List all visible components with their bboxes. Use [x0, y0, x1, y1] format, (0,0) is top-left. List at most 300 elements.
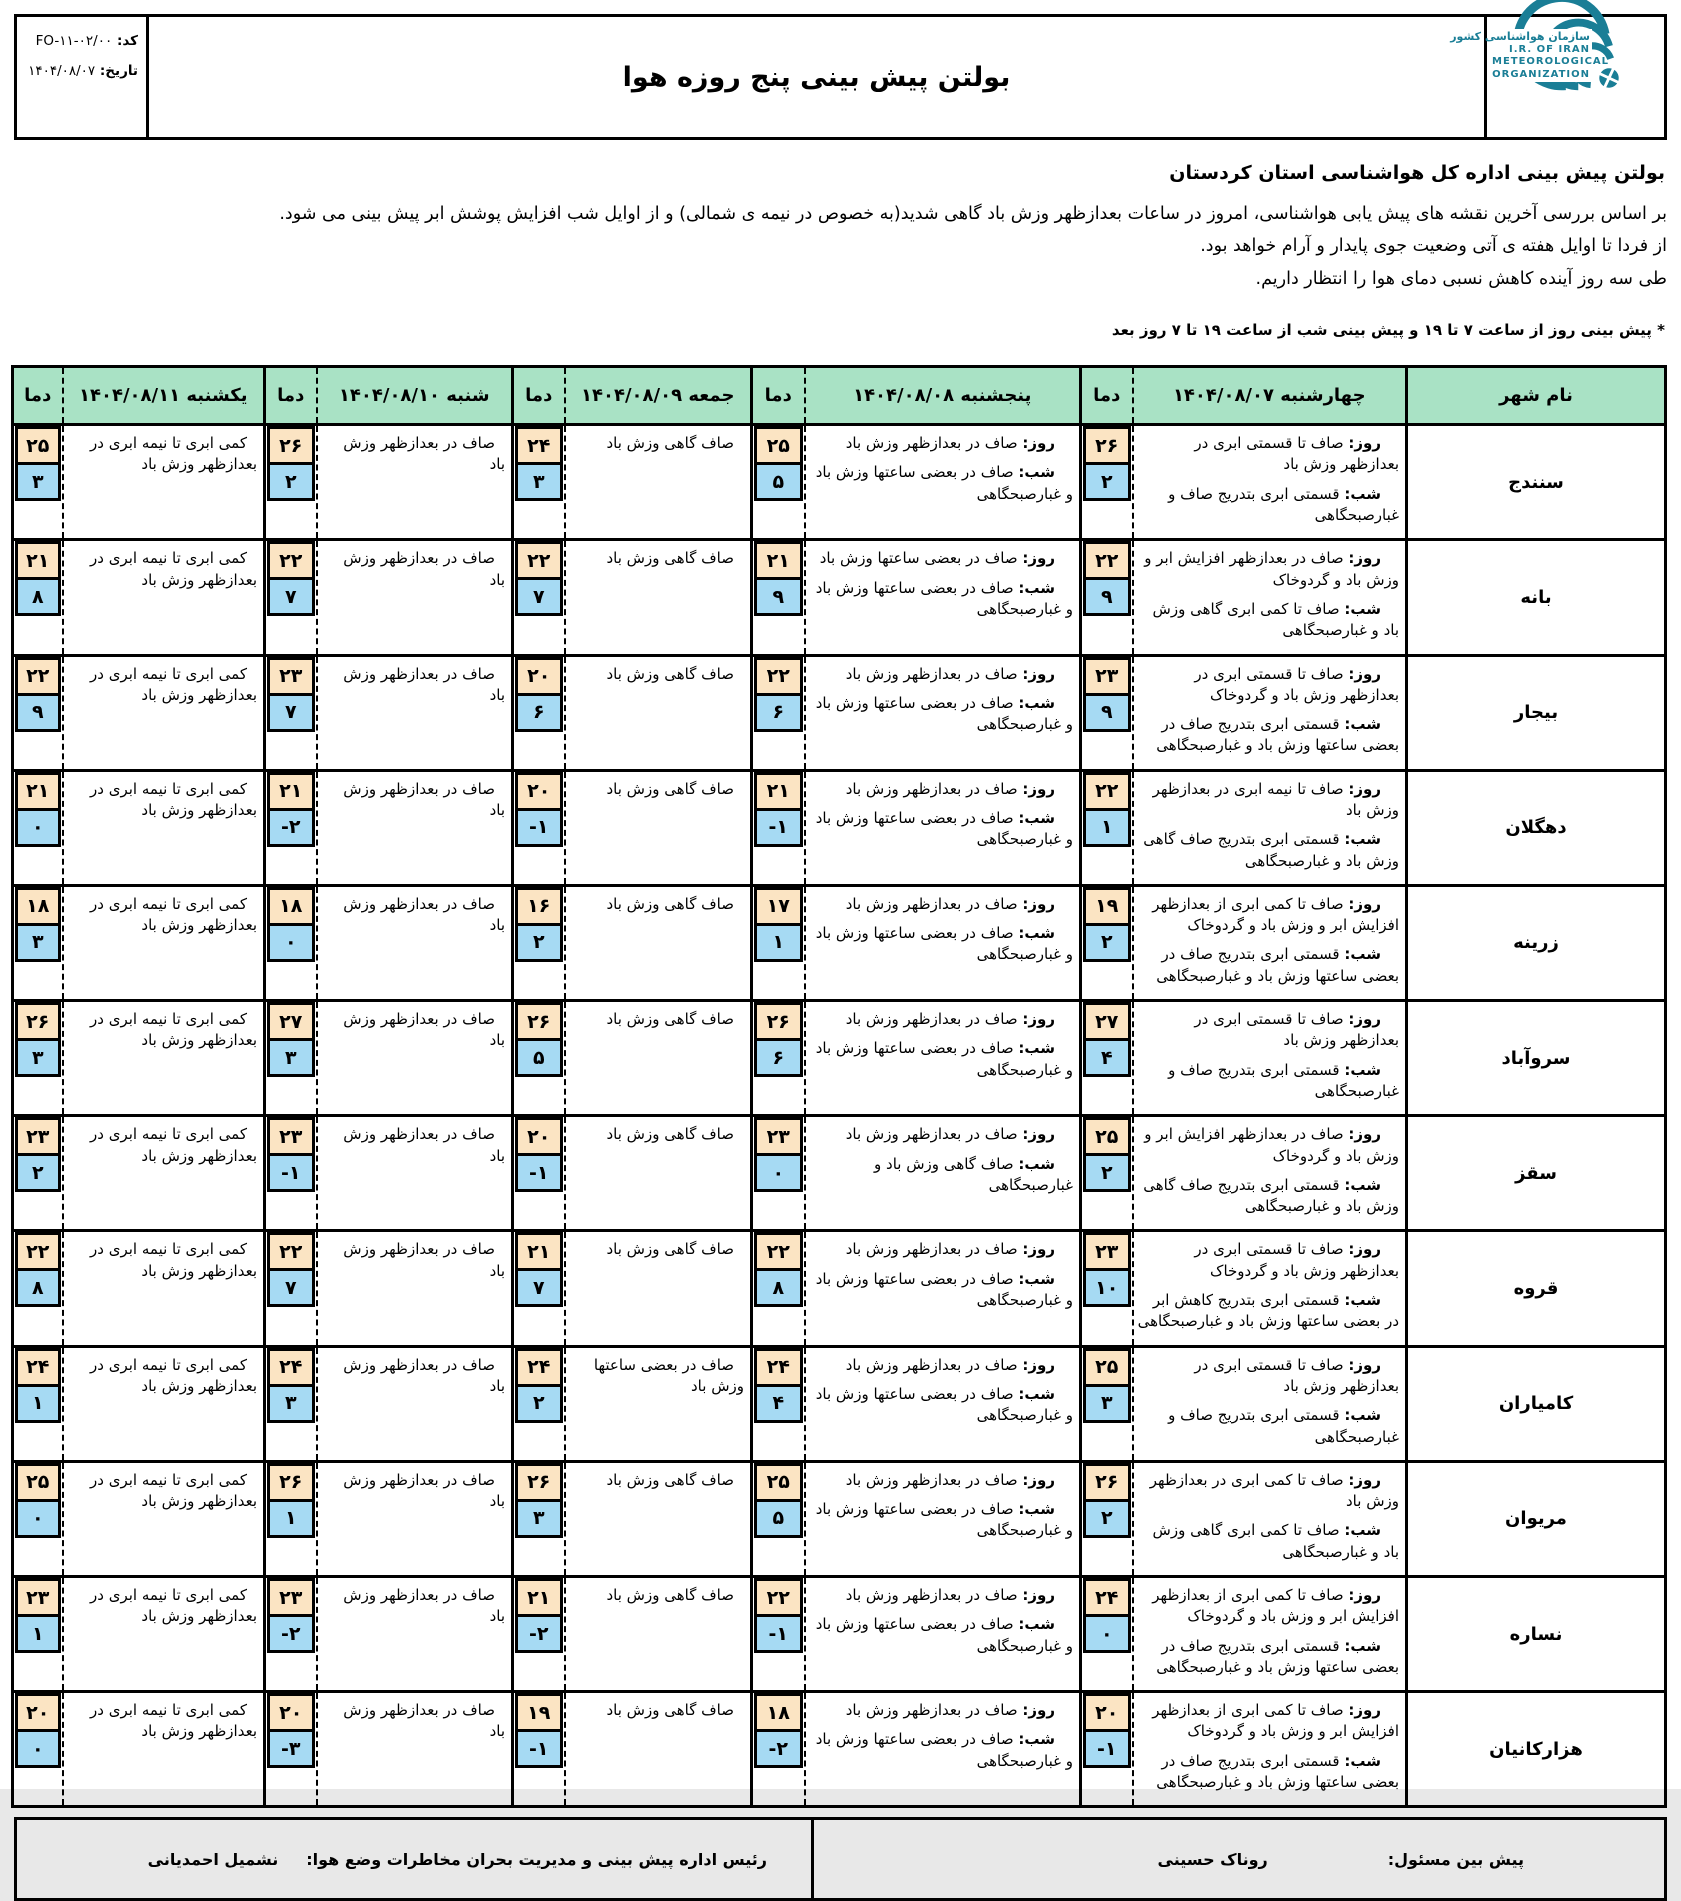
- forecast-text: کمی ابری تا نیمه ابری در بعدازظهر وزش باد: [90, 779, 257, 819]
- min-temp: ۵: [754, 1499, 803, 1538]
- night-label: شب:: [1344, 715, 1381, 734]
- max-temp: ۲۲: [1083, 541, 1131, 580]
- friday-temp-cell: [513, 1116, 565, 1231]
- wednesday-forecast-cell: [1133, 540, 1407, 655]
- sunday-forecast-cell: [63, 1692, 265, 1807]
- code-date-cell: [17, 17, 146, 137]
- night-forecast-value: صاف در بعضی ساعتها وزش باد و غبارصبحگاهی: [815, 1730, 1073, 1770]
- day-forecast-text: [810, 1585, 1074, 1606]
- max-temp: ۲۶: [267, 1463, 315, 1502]
- night-forecast-text: [810, 578, 1074, 621]
- max-temp: ۲۰: [1083, 1693, 1131, 1732]
- day-forecast-value: صاف تا قسمتی ابری در بعدازظهر وزش باد: [1194, 1010, 1399, 1050]
- forecast-text: کمی ابری تا نیمه ابری در بعدازظهر وزش باد: [90, 1470, 257, 1511]
- min-temp: ۲: [1083, 462, 1131, 501]
- min-temp: ۳: [267, 1038, 315, 1077]
- night-forecast-value: صاف در بعضی ساعتها وزش باد و غبارصبحگاهی: [815, 578, 1073, 618]
- friday-forecast-cell: [565, 1231, 752, 1346]
- saturday-forecast-cell: [317, 425, 513, 540]
- wednesday-forecast-cell: [1133, 1231, 1407, 1346]
- day-forecast-text: [1138, 1239, 1400, 1282]
- day-label: روز:: [1022, 1586, 1055, 1604]
- max-temp: ۲۴: [754, 1348, 803, 1387]
- max-temp: ۲۱: [515, 1232, 563, 1271]
- friday-temp-cell: [513, 1231, 565, 1346]
- day-label: روز:: [1348, 1240, 1381, 1259]
- day-forecast-text: [1138, 1700, 1400, 1743]
- day-label: روز:: [1348, 1355, 1381, 1374]
- table-row: [13, 885, 1666, 1000]
- max-temp: ۱۷: [754, 887, 803, 926]
- day-forecast-text: [1138, 1470, 1400, 1513]
- day-forecast-value: صاف در بعدازظهر وزش باد: [845, 1470, 1018, 1489]
- thursday-temp-cell: [752, 425, 805, 540]
- friday-forecast-cell: [565, 885, 752, 1000]
- forecast-text: صاف در بعدازظهر وزش باد: [343, 1355, 505, 1395]
- night-forecast-text: [810, 1729, 1074, 1772]
- forecast-text: کمی ابری تا نیمه ابری در بعدازظهر وزش باد: [90, 434, 257, 474]
- intro-heading: بولتن پیش بینی اداره کل هواشناسی استان کردستان: [1169, 162, 1665, 184]
- column-header-friday: جمعه ۱۴۰۴/۰۸/۰۹: [565, 367, 752, 425]
- min-temp: ۳: [15, 923, 61, 962]
- max-temp: ۲۲: [267, 1232, 315, 1271]
- column-header-temp-wednesday: دما: [1081, 367, 1133, 425]
- day-forecast-text: [810, 894, 1074, 915]
- night-forecast-text: [1138, 1060, 1400, 1103]
- min-temp: -۲: [754, 1729, 803, 1768]
- day-label: روز:: [1348, 1010, 1381, 1029]
- max-temp: ۲۴: [267, 1348, 315, 1387]
- friday-temp-cell: [513, 1346, 565, 1461]
- min-temp: ۴: [1083, 1038, 1131, 1077]
- thursday-forecast-cell: [805, 1692, 1081, 1807]
- min-temp: ۷: [515, 577, 563, 616]
- night-label: شب:: [1018, 808, 1055, 827]
- max-temp: ۲۳: [267, 1117, 315, 1156]
- friday-temp-cell: [513, 1461, 565, 1576]
- forecast-text: صاف گاهی وزش باد: [606, 549, 734, 568]
- document-header: [14, 14, 1667, 140]
- day-label: روز:: [1022, 1125, 1055, 1144]
- night-forecast-value: صاف تا کمی ابری گاهی وزش باد و غبارصبحگاهی: [1152, 1521, 1399, 1561]
- min-temp: ۳: [1083, 1384, 1131, 1423]
- day-label: روز:: [1022, 1010, 1055, 1029]
- day-label: روز:: [1022, 434, 1055, 453]
- night-forecast-text: [1138, 1405, 1400, 1448]
- night-forecast-value: قسمتی ابری بتدریج صاف و غبارصبحگاهی: [1168, 1060, 1399, 1100]
- table-row: [13, 425, 1666, 540]
- sunday-temp-cell: [13, 1346, 63, 1461]
- thursday-temp-cell: [752, 655, 805, 770]
- wednesday-temp-cell: [1081, 425, 1133, 540]
- saturday-forecast-cell: [317, 1577, 513, 1692]
- friday-forecast-cell: [565, 770, 752, 885]
- day-forecast-text: [1138, 664, 1400, 707]
- min-temp: ۰: [15, 1729, 61, 1768]
- day-label: روز:: [1022, 549, 1055, 568]
- min-temp: ۳: [267, 1384, 315, 1423]
- max-temp: ۲۰: [515, 657, 563, 696]
- max-temp: ۱۸: [267, 887, 315, 926]
- day-forecast-value: صاف تا قسمتی ابری در بعدازظهر وزش باد و گردوخاک: [1194, 1240, 1399, 1280]
- city-name: کامیاران: [1407, 1346, 1666, 1461]
- sunday-temp-cell: [13, 655, 63, 770]
- night-label: شب:: [1018, 924, 1055, 943]
- min-temp: -۳: [267, 1729, 315, 1768]
- max-temp: ۲۱: [267, 772, 315, 811]
- max-temp: ۱۸: [754, 1693, 803, 1732]
- night-forecast-value: قسمتی ابری بتدریج صاف در بعضی ساعتها وزش باد و غبارصبحگاهی: [1156, 1636, 1399, 1676]
- friday-forecast-cell: [565, 1116, 752, 1231]
- min-temp: -۱: [267, 1153, 315, 1192]
- max-temp: ۲۵: [754, 1463, 803, 1502]
- night-forecast-value: قسمتی ابری بتدریج صاف و غبارصبحگاهی: [1168, 484, 1399, 525]
- day-forecast-text: [1138, 548, 1400, 591]
- thursday-forecast-cell: [805, 655, 1081, 770]
- day-label: روز:: [1022, 1240, 1055, 1259]
- saturday-temp-cell: [265, 1577, 317, 1692]
- day-label: روز:: [1348, 1586, 1381, 1604]
- forecast-text: کمی ابری تا نیمه ابری در بعدازظهر وزش باد: [90, 1240, 257, 1280]
- saturday-temp-cell: [265, 655, 317, 770]
- thursday-temp-cell: [752, 540, 805, 655]
- friday-temp-cell: [513, 1577, 565, 1692]
- forecast-text: صاف گاهی وزش باد: [606, 1701, 734, 1720]
- friday-forecast-cell: [565, 1461, 752, 1576]
- day-forecast-value: صاف در بعدازظهر وزش باد: [845, 1240, 1018, 1259]
- wednesday-temp-cell: [1081, 1231, 1133, 1346]
- table-row: [13, 1116, 1666, 1231]
- day-forecast-text: [810, 664, 1074, 685]
- max-temp: ۲۶: [515, 1463, 563, 1502]
- wednesday-temp-cell: [1081, 1001, 1133, 1116]
- day-forecast-value: صاف تا کمی ابری از بعدازظهر افزایش ابر و وزش باد و گردوخاک: [1152, 894, 1399, 935]
- day-forecast-text: [1138, 1355, 1400, 1398]
- min-temp: ۷: [267, 693, 315, 732]
- day-forecast-text: [1138, 1009, 1400, 1052]
- min-temp: -۱: [754, 1614, 803, 1653]
- intro-line-3: طی سه روز آینده کاهش نسبی دمای هوا را انتظار داریم.: [1255, 268, 1667, 289]
- day-forecast-value: صاف در بعدازظهر وزش باد: [845, 1010, 1018, 1029]
- day-forecast-text: [810, 548, 1074, 569]
- min-temp: ۲: [1083, 923, 1131, 962]
- forecast-table-body: [13, 425, 1666, 1807]
- city-name: سروآباد: [1407, 1001, 1666, 1116]
- thursday-temp-cell: [752, 1577, 805, 1692]
- sunday-forecast-cell: [63, 1577, 265, 1692]
- min-temp: ۷: [267, 577, 315, 616]
- min-temp: ۵: [515, 1038, 563, 1077]
- min-temp: ۰: [1083, 1614, 1131, 1653]
- night-label: شب:: [1344, 1751, 1381, 1770]
- max-temp: ۲۵: [754, 426, 803, 465]
- saturday-temp-cell: [265, 1346, 317, 1461]
- column-header-wednesday: چهارشنبه ۱۴۰۴/۰۸/۰۷: [1133, 367, 1407, 425]
- org-name-en-line1: I.R. OF IRAN: [1508, 43, 1590, 55]
- day-forecast-text: [1138, 894, 1400, 937]
- sunday-temp-cell: [13, 1231, 63, 1346]
- night-forecast-value: قسمتی ابری بتدریج صاف در بعضی ساعتها وزش باد و غبارصبحگاهی: [1156, 715, 1399, 755]
- day-forecast-value: صاف تا کمی ابری از بعدازظهر افزایش ابر و وزش باد و گردوخاک: [1152, 1701, 1399, 1741]
- wednesday-forecast-cell: [1133, 885, 1407, 1000]
- max-temp: ۲۴: [15, 1348, 61, 1387]
- sunday-temp-cell: [13, 1116, 63, 1231]
- max-temp: ۲۵: [15, 1463, 61, 1502]
- night-forecast-text: [1138, 829, 1400, 872]
- night-forecast-value: قسمتی ابری بتدریج صاف گاهی وزش باد و غبارصبحگاهی: [1143, 830, 1399, 870]
- day-forecast-value: صاف در بعدازظهر افزایش ابر و وزش باد و گردوخاک: [1144, 549, 1399, 589]
- wednesday-forecast-cell: [1133, 770, 1407, 885]
- wednesday-temp-cell: [1081, 1116, 1133, 1231]
- table-header-row: [13, 367, 1666, 425]
- org-name-en-line3: ORGANIZATION: [1492, 68, 1590, 80]
- min-temp: ۱: [754, 923, 803, 962]
- thursday-forecast-cell: [805, 425, 1081, 540]
- max-temp: ۲۴: [1083, 1578, 1131, 1617]
- forecast-text: صاف گاهی وزش باد: [606, 434, 734, 453]
- night-label: شب:: [1344, 1291, 1381, 1310]
- saturday-temp-cell: [265, 1692, 317, 1807]
- max-temp: ۲۱: [515, 1578, 563, 1617]
- forecast-text: صاف گاهی وزش باد: [606, 1125, 734, 1144]
- night-forecast-text: [1138, 714, 1400, 757]
- saturday-temp-cell: [265, 1116, 317, 1231]
- table-row: [13, 1461, 1666, 1576]
- night-forecast-value: صاف در بعضی ساعتها وزش باد و غبارصبحگاهی: [815, 924, 1073, 964]
- city-name: بیجار: [1407, 655, 1666, 770]
- day-label: روز:: [1022, 1701, 1055, 1720]
- day-label: روز:: [1348, 1470, 1381, 1489]
- column-header-thursday: پنجشنبه ۱۴۰۴/۰۸/۰۸: [805, 367, 1081, 425]
- city-name: هزارکانیان: [1407, 1692, 1666, 1807]
- intro-section: [14, 162, 1667, 295]
- min-temp: ۸: [15, 1268, 61, 1307]
- night-forecast-text: [1138, 1520, 1400, 1563]
- sunday-temp-cell: [13, 1461, 63, 1576]
- day-label: روز:: [1348, 549, 1381, 568]
- saturday-forecast-cell: [317, 1001, 513, 1116]
- night-forecast-text: [1138, 1175, 1400, 1218]
- saturday-temp-cell: [265, 540, 317, 655]
- column-header-temp-friday: دما: [513, 367, 565, 425]
- night-forecast-value: صاف در بعضی ساعتها وزش باد و غبارصبحگاهی: [815, 1384, 1073, 1425]
- min-temp: ۲: [515, 923, 563, 962]
- saturday-forecast-cell: [317, 540, 513, 655]
- min-temp: ۲: [15, 1153, 61, 1192]
- sunday-forecast-cell: [63, 1231, 265, 1346]
- max-temp: ۲۷: [1083, 1002, 1131, 1041]
- table-row: [13, 1346, 1666, 1461]
- max-temp: ۲۵: [1083, 1348, 1131, 1387]
- saturday-forecast-cell: [317, 1692, 513, 1807]
- saturday-temp-cell: [265, 885, 317, 1000]
- night-forecast-text: [810, 693, 1074, 736]
- min-temp: ۱: [1083, 808, 1131, 847]
- min-temp: ۲: [267, 462, 315, 501]
- thursday-forecast-cell: [805, 1346, 1081, 1461]
- city-name: زرینه: [1407, 885, 1666, 1000]
- night-label: شب:: [1018, 1500, 1055, 1519]
- night-forecast-text: [810, 1154, 1074, 1197]
- column-header-temp-saturday: دما: [265, 367, 317, 425]
- min-temp: ۷: [515, 1268, 563, 1307]
- night-label: شب:: [1344, 1406, 1381, 1425]
- max-temp: ۱۹: [515, 1693, 563, 1732]
- saturday-forecast-cell: [317, 770, 513, 885]
- sunday-forecast-cell: [63, 425, 265, 540]
- thursday-temp-cell: [752, 1692, 805, 1807]
- max-temp: ۲۰: [15, 1693, 61, 1732]
- wednesday-forecast-cell: [1133, 1116, 1407, 1231]
- night-forecast-value: صاف در بعضی ساعتها وزش باد و غبارصبحگاهی: [815, 808, 1073, 849]
- max-temp: ۲۳: [267, 657, 315, 696]
- table-row: [13, 1577, 1666, 1692]
- thursday-forecast-cell: [805, 1231, 1081, 1346]
- max-temp: ۲۶: [754, 1002, 803, 1041]
- night-forecast-value: قسمتی ابری بتدریج صاف گاهی وزش باد و غبارصبحگاهی: [1143, 1175, 1399, 1216]
- night-forecast-value: قسمتی ابری بتدریج صاف و غبارصبحگاهی: [1168, 1406, 1399, 1446]
- sunday-temp-cell: [13, 540, 63, 655]
- table-row: [13, 655, 1666, 770]
- night-label: شب:: [1018, 693, 1055, 712]
- saturday-forecast-cell: [317, 1231, 513, 1346]
- logo-text: [1450, 29, 1610, 82]
- forecaster-cell: [811, 1820, 1664, 1898]
- day-forecast-value: صاف تا کمی ابری از بعدازظهر افزایش ابر و وزش باد و گردوخاک: [1152, 1586, 1399, 1626]
- wednesday-forecast-cell: [1133, 1577, 1407, 1692]
- min-temp: -۱: [515, 1729, 563, 1768]
- night-forecast-text: [810, 923, 1074, 966]
- max-temp: ۲۶: [15, 1002, 61, 1041]
- thursday-temp-cell: [752, 885, 805, 1000]
- min-temp: ۶: [754, 693, 803, 732]
- forecast-text: کمی ابری تا نیمه ابری در بعدازظهر وزش باد: [90, 664, 257, 704]
- day-forecast-text: [810, 779, 1074, 800]
- min-temp: -۱: [515, 808, 563, 847]
- night-label: شب:: [1344, 830, 1381, 849]
- sunday-temp-cell: [13, 425, 63, 540]
- min-temp: -۱: [515, 1153, 563, 1192]
- intro-line-2: از فردا تا اوایل هفته ی آتی وضعیت جوی پایدار و آرام خواهد بود.: [1200, 236, 1667, 257]
- bulletin-title: بولتن پیش بینی پنج روزه هوا: [622, 61, 1011, 93]
- day-label: روز:: [1348, 779, 1381, 798]
- max-temp: ۲۲: [754, 1232, 803, 1271]
- night-forecast-value: صاف در بعضی ساعتها وزش باد و غبارصبحگاهی: [815, 1039, 1073, 1079]
- wednesday-forecast-cell: [1133, 1692, 1407, 1807]
- column-header-sunday: یکشنبه ۱۴۰۴/۰۸/۱۱: [63, 367, 265, 425]
- max-temp: ۲۵: [15, 426, 61, 465]
- min-temp: -۲: [267, 808, 315, 847]
- max-temp: ۲۷: [267, 1002, 315, 1041]
- day-forecast-value: صاف در بعضی ساعتها وزش باد: [819, 549, 1018, 568]
- saturday-forecast-cell: [317, 1116, 513, 1231]
- night-label: شب:: [1344, 1521, 1381, 1540]
- forecast-text: صاف در بعضی ساعتها وزش باد: [593, 1355, 744, 1395]
- forecast-text: صاف گاهی وزش باد: [606, 1470, 734, 1489]
- forecast-text: صاف در بعدازظهر وزش باد: [343, 894, 505, 935]
- title-cell: [146, 17, 1487, 137]
- min-temp: ۹: [1083, 577, 1131, 616]
- org-name-fa: سازمان هواشناسی کشور: [1450, 30, 1590, 43]
- day-forecast-text: [810, 1124, 1074, 1145]
- friday-temp-cell: [513, 885, 565, 1000]
- forecast-text: صاف گاهی وزش باد: [606, 779, 734, 798]
- max-temp: ۲۳: [1083, 657, 1131, 696]
- sunday-forecast-cell: [63, 655, 265, 770]
- sunday-temp-cell: [13, 1692, 63, 1807]
- day-forecast-text: [1138, 1585, 1400, 1628]
- day-forecast-value: صاف در بعدازظهر وزش باد: [845, 779, 1018, 798]
- night-label: شب:: [1344, 484, 1381, 503]
- night-forecast-value: قسمتی ابری بتدریج کاهش ابر در بعضی ساعتها وزش باد و غبارصبحگاهی: [1137, 1291, 1399, 1331]
- forecast-text: صاف در بعدازظهر وزش باد: [343, 1125, 505, 1165]
- thursday-forecast-cell: [805, 770, 1081, 885]
- day-forecast-value: صاف در بعدازظهر افزایش ابر و وزش باد و گردوخاک: [1144, 1125, 1399, 1165]
- min-temp: ۳: [15, 462, 61, 501]
- day-forecast-text: [1138, 1124, 1400, 1167]
- forecast-text: صاف در بعدازظهر وزش باد: [343, 1586, 505, 1626]
- saturday-forecast-cell: [317, 1461, 513, 1576]
- night-label: شب:: [1018, 1384, 1055, 1403]
- forecast-text: کمی ابری تا نیمه ابری در بعدازظهر وزش باد: [90, 1010, 257, 1050]
- max-temp: ۲۰: [515, 772, 563, 811]
- night-forecast-text: [1138, 1290, 1400, 1333]
- day-forecast-text: [810, 433, 1074, 454]
- sunday-forecast-cell: [63, 1461, 265, 1576]
- thursday-temp-cell: [752, 1346, 805, 1461]
- night-label: شب:: [1344, 1636, 1381, 1655]
- thursday-forecast-cell: [805, 540, 1081, 655]
- min-temp: ۸: [754, 1268, 803, 1307]
- day-label: روز:: [1348, 664, 1381, 683]
- night-forecast-value: صاف در بعضی ساعتها وزش باد و غبارصبحگاهی: [815, 1615, 1073, 1655]
- forecast-text: صاف در بعدازظهر وزش باد: [343, 779, 505, 819]
- forecast-text: صاف گاهی وزش باد: [606, 664, 734, 683]
- night-label: شب:: [1018, 1269, 1055, 1288]
- sunday-forecast-cell: [63, 540, 265, 655]
- saturday-temp-cell: [265, 770, 317, 885]
- wednesday-temp-cell: [1081, 1346, 1133, 1461]
- friday-temp-cell: [513, 1001, 565, 1116]
- day-label: روز:: [1022, 1470, 1055, 1489]
- max-temp: ۲۱: [754, 772, 803, 811]
- thursday-forecast-cell: [805, 1461, 1081, 1576]
- min-temp: ۳: [15, 1038, 61, 1077]
- night-forecast-value: قسمتی ابری بتدریج صاف در بعضی ساعتها وزش باد و غبارصبحگاهی: [1156, 945, 1399, 985]
- night-label: شب:: [1344, 1060, 1381, 1079]
- sunday-forecast-cell: [63, 1346, 265, 1461]
- forecast-text: صاف گاهی وزش باد: [606, 1240, 734, 1259]
- code-label: کد:: [116, 33, 138, 49]
- min-temp: ۰: [267, 923, 315, 962]
- day-forecast-value: صاف تا قسمتی ابری در بعدازظهر وزش باد: [1194, 434, 1399, 474]
- night-forecast-text: [810, 808, 1074, 851]
- thursday-forecast-cell: [805, 1001, 1081, 1116]
- night-forecast-text: [810, 1269, 1074, 1312]
- saturday-temp-cell: [265, 1001, 317, 1116]
- saturday-temp-cell: [265, 425, 317, 540]
- wednesday-temp-cell: [1081, 885, 1133, 1000]
- max-temp: ۲۶: [1083, 426, 1131, 465]
- thursday-temp-cell: [752, 1461, 805, 1576]
- column-header-temp-thursday: دما: [752, 367, 805, 425]
- thursday-temp-cell: [752, 1231, 805, 1346]
- day-label: روز:: [1348, 1701, 1381, 1720]
- sunday-forecast-cell: [63, 885, 265, 1000]
- min-temp: ۸: [15, 577, 61, 616]
- min-temp: ۰: [15, 1499, 61, 1538]
- max-temp: ۱۹: [1083, 887, 1131, 926]
